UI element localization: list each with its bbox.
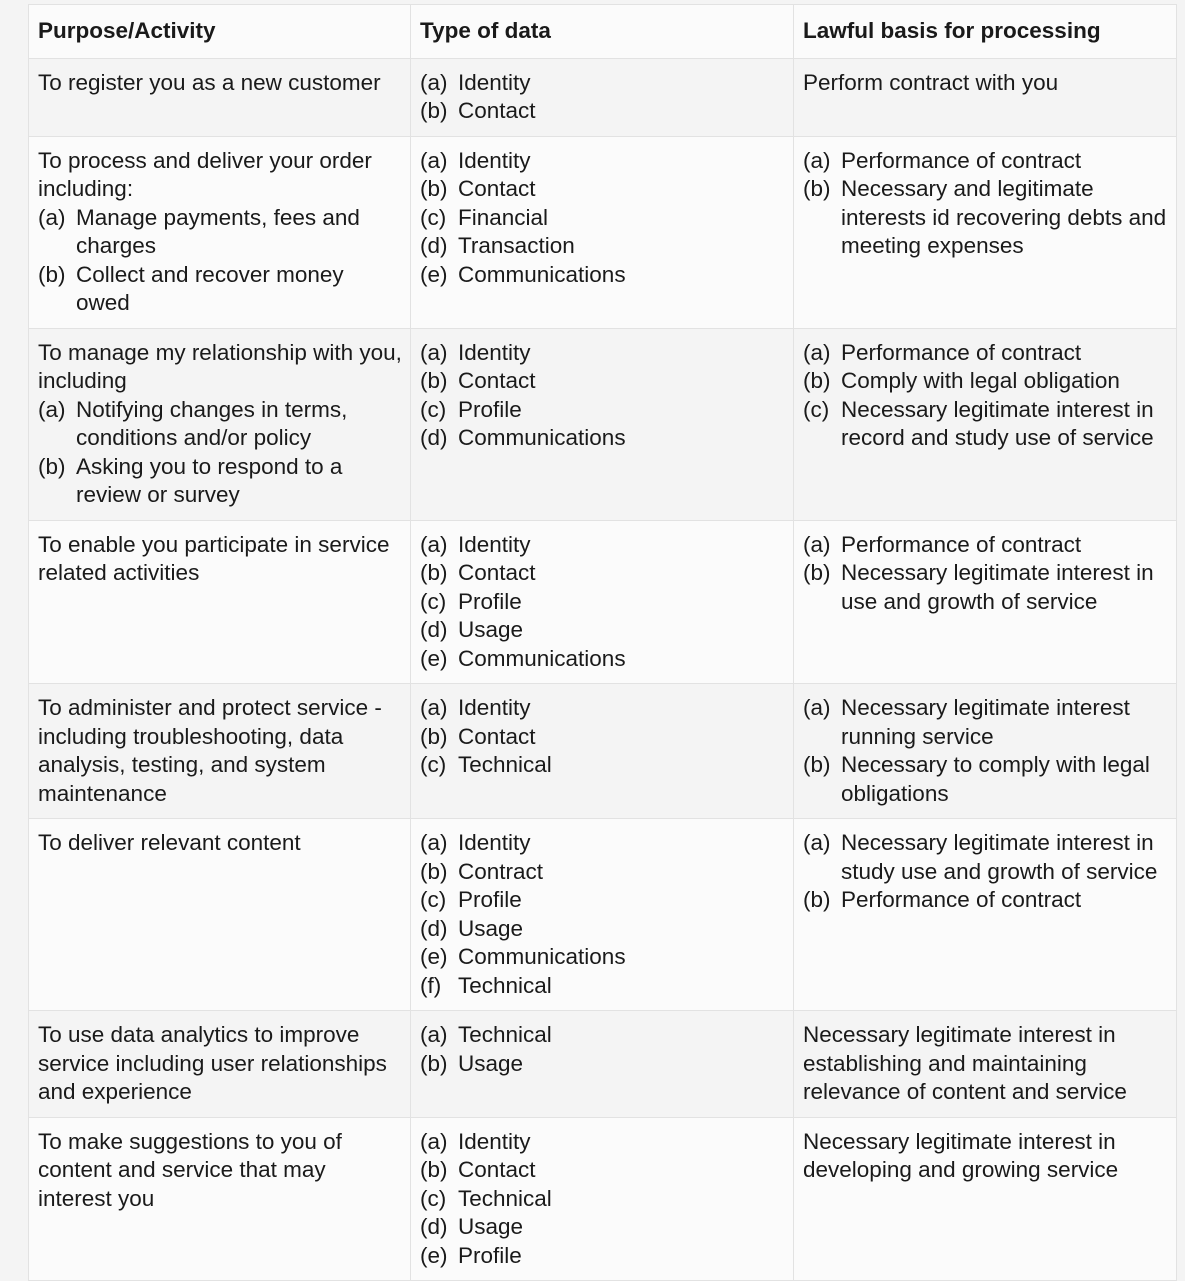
item-text: Technical xyxy=(458,972,552,998)
lawful-basis-cell xyxy=(794,1117,1177,1281)
item-marker: (e) xyxy=(420,944,448,969)
item-text: Usage xyxy=(458,617,524,642)
list-item xyxy=(420,723,785,752)
list-item xyxy=(420,339,785,368)
data-type-cell xyxy=(411,520,794,684)
item-text: Technical xyxy=(458,752,552,777)
list-item xyxy=(38,204,402,261)
cell-text: Perform contract with you xyxy=(803,69,1059,95)
list-item xyxy=(420,645,785,674)
cell-text: To manage my relationship with you, including xyxy=(38,339,402,393)
list-item xyxy=(420,694,785,723)
cell-text: To make suggestions to you of content and service that may interest you xyxy=(38,1128,342,1211)
purpose-cell xyxy=(29,520,411,684)
cell-sub-list xyxy=(38,204,402,318)
purpose-cell xyxy=(29,684,411,819)
item-text: Communications xyxy=(458,425,626,450)
lawful-basis-cell xyxy=(794,1011,1177,1118)
item-marker: (a) xyxy=(420,339,448,365)
item-marker: (b) xyxy=(420,98,448,123)
purpose-cell xyxy=(29,819,411,1011)
list-item xyxy=(38,396,402,453)
purpose-cell xyxy=(29,1117,411,1281)
item-marker: (b) xyxy=(420,1050,448,1076)
list-item xyxy=(420,1185,785,1214)
data-type-cell xyxy=(411,684,794,819)
list-item xyxy=(420,147,785,176)
table-row xyxy=(29,136,1177,328)
item-text: Contact xyxy=(458,368,536,393)
item-marker: (b) xyxy=(420,1157,448,1182)
item-text: Profile xyxy=(458,1242,522,1268)
data-type-cell xyxy=(411,328,794,520)
cell-sub-list xyxy=(803,829,1168,915)
data-type-cell xyxy=(411,136,794,328)
item-marker: (a) xyxy=(803,147,831,173)
item-marker: (b) xyxy=(420,723,448,749)
list-item xyxy=(803,339,1168,368)
list-item xyxy=(803,367,1168,396)
lawful-basis-cell xyxy=(794,136,1177,328)
list-item xyxy=(420,261,785,290)
item-text: Contact xyxy=(458,560,536,585)
item-marker: (e) xyxy=(420,261,448,287)
cell-sub-list xyxy=(803,339,1168,453)
list-item xyxy=(420,1242,785,1271)
list-item xyxy=(803,175,1168,261)
data-type-cell xyxy=(411,819,794,1011)
item-marker: (d) xyxy=(420,233,448,258)
item-text: Performance of contract xyxy=(841,147,1082,173)
item-text: Usage xyxy=(458,915,524,941)
item-marker: (c) xyxy=(420,204,447,230)
item-marker: (b) xyxy=(803,176,831,201)
item-marker: (a) xyxy=(803,830,831,855)
list-item xyxy=(420,531,785,560)
data-type-list xyxy=(420,147,785,290)
data-processing-table-container xyxy=(28,4,1176,1281)
lawful-basis-cell xyxy=(794,684,1177,819)
list-item xyxy=(420,396,785,425)
list-item xyxy=(803,147,1168,176)
list-item xyxy=(420,886,785,915)
item-text: Identity xyxy=(458,147,531,173)
list-item xyxy=(803,886,1168,915)
list-item xyxy=(803,694,1168,751)
table-body xyxy=(29,58,1177,1281)
item-marker: (c) xyxy=(803,396,830,422)
item-text: Identity xyxy=(458,339,531,365)
item-text: Comply with legal obligation xyxy=(841,368,1120,393)
list-item xyxy=(420,751,785,780)
item-text: Contact xyxy=(458,176,536,201)
item-text: Transaction xyxy=(458,233,575,258)
item-marker: (f) xyxy=(420,972,442,998)
cell-text: Necessary legitimate interest in establishing and maintaining relevance of content and service xyxy=(803,1022,1127,1104)
table-row xyxy=(29,819,1177,1011)
item-marker: (a) xyxy=(803,531,831,557)
list-item xyxy=(803,531,1168,560)
list-item xyxy=(420,588,785,617)
data-processing-table xyxy=(28,4,1177,1281)
lawful-basis-cell xyxy=(794,520,1177,684)
item-text: Identity xyxy=(458,830,531,855)
data-type-cell xyxy=(411,58,794,136)
item-marker: (a) xyxy=(420,695,448,720)
header-purpose-activity: Purpose/Activity xyxy=(29,5,411,59)
header-type-of-data: Type of data xyxy=(411,5,794,59)
list-item xyxy=(420,1156,785,1185)
item-marker: (a) xyxy=(420,69,448,95)
item-text: Identity xyxy=(458,1128,531,1154)
table-row xyxy=(29,684,1177,819)
table-row xyxy=(29,520,1177,684)
list-item xyxy=(420,1213,785,1242)
item-text: Identity xyxy=(458,531,531,557)
item-marker: (d) xyxy=(420,915,448,941)
item-text: Contact xyxy=(458,723,536,749)
list-item xyxy=(420,915,785,944)
list-item xyxy=(803,396,1168,453)
table-row xyxy=(29,1117,1177,1281)
cell-sub-list xyxy=(803,147,1168,261)
item-marker: (c) xyxy=(420,1185,447,1211)
item-text: Identity xyxy=(458,69,531,95)
cell-text: To process and deliver your order including: xyxy=(38,147,372,201)
item-marker: (d) xyxy=(420,425,448,450)
list-item xyxy=(420,204,785,233)
item-marker: (c) xyxy=(420,396,447,422)
item-text: Collect and recover money owed xyxy=(76,261,344,315)
item-marker: (a) xyxy=(803,695,831,720)
data-type-list xyxy=(420,69,785,126)
item-text: Contract xyxy=(458,858,544,884)
lawful-basis-cell xyxy=(794,819,1177,1011)
item-text: Performance of contract xyxy=(841,531,1082,557)
item-text: Necessary legitimate interest in use and growth of service xyxy=(841,560,1154,614)
table-header-row xyxy=(29,5,1177,59)
item-text: Profile xyxy=(458,588,522,614)
lawful-basis-cell xyxy=(794,328,1177,520)
item-text: Necessary legitimate interest running service xyxy=(841,695,1130,749)
list-item xyxy=(420,69,785,98)
cell-text: To administer and protect service - including troubleshooting, data analysis, testing, and system maintenance xyxy=(38,695,382,806)
purpose-cell xyxy=(29,328,411,520)
table-row xyxy=(29,1011,1177,1118)
item-marker: (b) xyxy=(803,560,831,585)
item-text: Technical xyxy=(458,1185,552,1211)
list-item xyxy=(420,175,785,204)
item-marker: (a) xyxy=(420,1128,448,1154)
item-marker: (a) xyxy=(803,339,831,365)
list-item xyxy=(803,559,1168,616)
list-item xyxy=(420,943,785,972)
cell-text: Necessary legitimate interest in developing and growing service xyxy=(803,1128,1119,1182)
list-item xyxy=(420,616,785,645)
item-marker: (a) xyxy=(38,204,66,230)
item-text: Performance of contract xyxy=(841,887,1082,912)
list-item xyxy=(803,829,1168,886)
item-text: Performance of contract xyxy=(841,339,1082,365)
item-marker: (e) xyxy=(420,645,448,671)
list-item xyxy=(420,559,785,588)
item-marker: (d) xyxy=(420,617,448,642)
list-item xyxy=(420,97,785,126)
item-marker: (d) xyxy=(420,1214,448,1239)
item-marker: (a) xyxy=(420,147,448,173)
list-item xyxy=(420,972,785,1001)
item-text: Profile xyxy=(458,396,522,422)
item-marker: (b) xyxy=(38,261,66,287)
item-text: Profile xyxy=(458,887,522,912)
item-marker: (b) xyxy=(420,176,448,201)
item-marker: (b) xyxy=(420,560,448,585)
item-text: Asking you to respond to a review or survey xyxy=(76,453,343,507)
list-item xyxy=(38,261,402,318)
cell-text: To register you as a new customer xyxy=(38,69,381,95)
item-marker: (a) xyxy=(420,531,448,557)
item-text: Necessary to comply with legal obligations xyxy=(841,752,1150,806)
item-marker: (c) xyxy=(420,752,447,777)
data-type-list xyxy=(420,1128,785,1271)
item-marker: (b) xyxy=(420,858,448,884)
cell-text: To deliver relevant content xyxy=(38,830,301,855)
data-type-list xyxy=(420,829,785,1000)
item-text: Necessary legitimate interest in study use and growth of service xyxy=(841,830,1158,884)
header-lawful-basis: Lawful basis for processing xyxy=(794,5,1177,59)
lawful-basis-cell xyxy=(794,58,1177,136)
item-text: Manage payments, fees and charges xyxy=(76,204,360,258)
purpose-cell xyxy=(29,136,411,328)
item-text: Notifying changes in terms, conditions and/or policy xyxy=(76,396,348,450)
data-type-list xyxy=(420,694,785,780)
item-marker: (b) xyxy=(420,368,448,393)
list-item xyxy=(38,453,402,510)
item-text: Financial xyxy=(458,204,549,230)
list-item xyxy=(803,751,1168,808)
item-text: Identity xyxy=(458,695,531,720)
list-item xyxy=(420,232,785,261)
list-item xyxy=(420,829,785,858)
cell-text: To use data analytics to improve service including user relationships and experience xyxy=(38,1022,387,1104)
item-text: Contact xyxy=(458,98,536,123)
item-marker: (b) xyxy=(803,752,831,777)
item-text: Necessary and legitimate interests id recovering debts and meeting expenses xyxy=(841,176,1167,258)
item-text: Necessary legitimate interest in record and study use of service xyxy=(841,396,1154,450)
item-marker: (e) xyxy=(420,1242,448,1268)
purpose-cell xyxy=(29,1011,411,1118)
list-item xyxy=(420,1050,785,1079)
item-text: Communications xyxy=(458,944,626,969)
purpose-cell xyxy=(29,58,411,136)
item-marker: (b) xyxy=(803,887,831,912)
table-row xyxy=(29,328,1177,520)
item-text: Technical xyxy=(458,1022,552,1047)
cell-text: To enable you participate in service related activities xyxy=(38,531,390,585)
list-item xyxy=(420,424,785,453)
data-type-cell xyxy=(411,1117,794,1281)
item-marker: (c) xyxy=(420,588,447,614)
cell-sub-list xyxy=(803,694,1168,808)
item-text: Contact xyxy=(458,1157,536,1182)
item-marker: (b) xyxy=(38,453,66,479)
list-item xyxy=(420,1128,785,1157)
list-item xyxy=(420,1021,785,1050)
item-marker: (b) xyxy=(803,368,831,393)
item-marker: (c) xyxy=(420,887,447,912)
data-type-list xyxy=(420,1021,785,1078)
cell-sub-list xyxy=(38,396,402,510)
list-item xyxy=(420,367,785,396)
list-item xyxy=(420,858,785,887)
cell-sub-list xyxy=(803,531,1168,617)
data-type-list xyxy=(420,531,785,674)
item-marker: (a) xyxy=(38,396,66,422)
item-marker: (a) xyxy=(420,1022,448,1047)
item-text: Communications xyxy=(458,261,626,287)
item-text: Communications xyxy=(458,645,626,671)
table-row xyxy=(29,58,1177,136)
data-type-list xyxy=(420,339,785,453)
item-marker: (a) xyxy=(420,830,448,855)
item-text: Usage xyxy=(458,1050,524,1076)
item-text: Usage xyxy=(458,1214,524,1239)
data-type-cell xyxy=(411,1011,794,1118)
